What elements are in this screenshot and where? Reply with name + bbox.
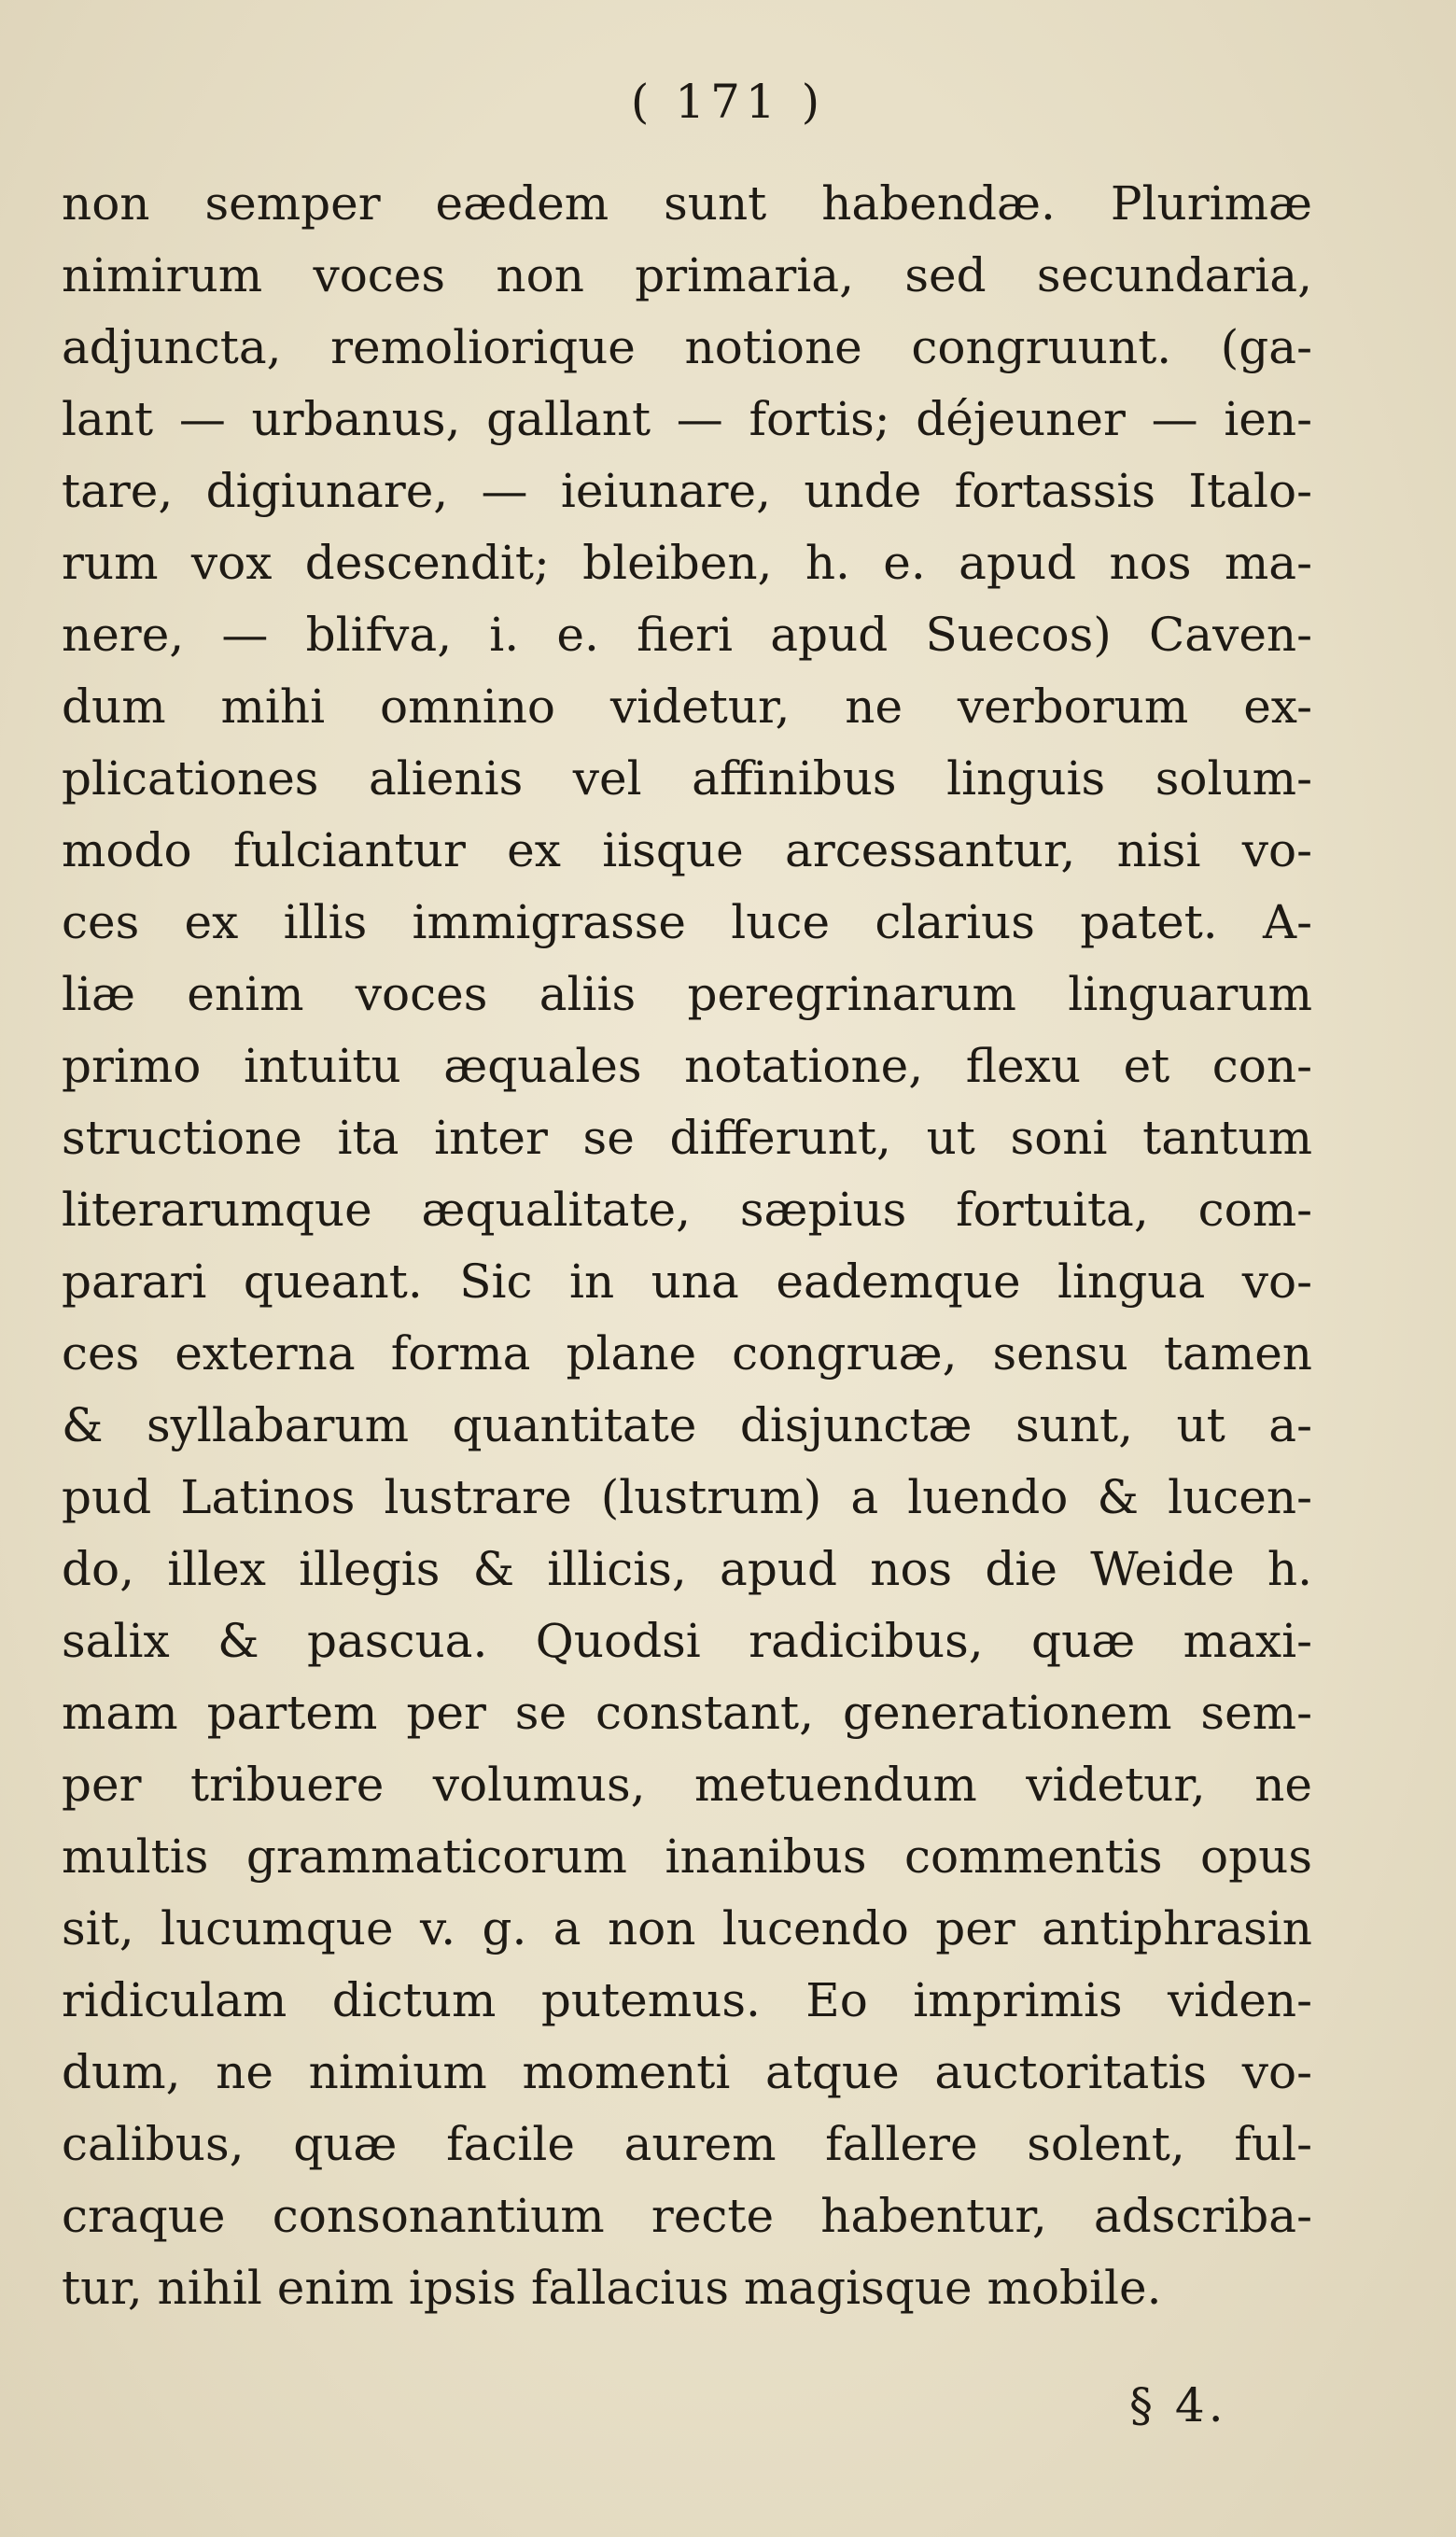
text-line: lant — urbanus, gallant — fortis; déjeuner — ien- — [62, 392, 1312, 446]
text-line: mam partem per se constant, generationem sem- — [62, 1686, 1312, 1740]
text-line: salix & pascua. Quodsi radicibus, quæ maxi- — [62, 1614, 1312, 1668]
body-text — [62, 168, 1312, 2324]
text-line: craque consonantium recte habentur, adscriba- — [62, 2189, 1312, 2243]
text-line: tare, digiunare, — ieiunare, unde fortassis Italo- — [62, 464, 1312, 518]
text-line: adjuncta, remoliorique notione congruunt. (ga- — [62, 320, 1312, 374]
text-line: ces externa forma plane congruæ, sensu tamen — [62, 1326, 1312, 1381]
text-line: modo fulciantur ex iisque arcessantur, nisi vo- — [62, 823, 1312, 877]
text-line: structione ita inter se differunt, ut soni tantum — [62, 1111, 1312, 1165]
text-line: dum, ne nimium momenti atque auctoritatis vo- — [62, 2045, 1312, 2099]
text-line: primo intuitu æquales notatione, flexu et con- — [62, 1039, 1312, 1093]
text-line: ridiculam dictum putemus. Eo imprimis viden- — [62, 1973, 1312, 2027]
text-line: pud Latinos lustrare (lustrum) a luendo & lucen- — [62, 1470, 1312, 1524]
text-line: nimirum voces non primaria, sed secundaria, — [62, 248, 1312, 302]
text-line: rum vox descendit; bleiben, h. e. apud nos ma- — [62, 536, 1312, 590]
text-line: ces ex illis immigrasse luce clarius patet. A- — [62, 895, 1312, 949]
text-line: per tribuere volumus, metuendum videtur, ne — [62, 1758, 1312, 1812]
catchword: § 4. — [1129, 2378, 1227, 2432]
text-line: parari queant. Sic in una eademque lingua vo- — [62, 1254, 1312, 1309]
text-line: & syllabarum quantitate disjunctæ sunt, ut a- — [62, 1398, 1312, 1452]
text-line: non semper eædem sunt habendæ. Plurimæ — [62, 176, 1312, 231]
page-number-header: ( 171 ) — [630, 75, 826, 129]
text-line: do, illex illegis & illicis, apud nos die Weide h. — [62, 1542, 1312, 1596]
text-line: dum mihi omnino videtur, ne verborum ex- — [62, 680, 1312, 734]
text-line: calibus, quæ facile aurem fallere solent, ful- — [62, 2117, 1312, 2171]
text-line: literarumque æqualitate, sæpius fortuita, com- — [62, 1183, 1312, 1237]
text-line: plicationes alienis vel affinibus linguis solum- — [62, 751, 1312, 806]
text-line: liæ enim voces aliis peregrinarum linguarum — [62, 967, 1312, 1021]
text-line: multis grammaticorum inanibus commentis opus — [62, 1829, 1312, 1884]
text-line: tur, nihil enim ipsis fallacius magisque mobile. — [62, 2261, 1162, 2315]
text-line: nere, — blifva, i. e. fieri apud Suecos) Caven- — [62, 608, 1312, 662]
text-line: sit, lucumque v. g. a non lucendo per antiphrasin — [62, 1901, 1312, 1955]
